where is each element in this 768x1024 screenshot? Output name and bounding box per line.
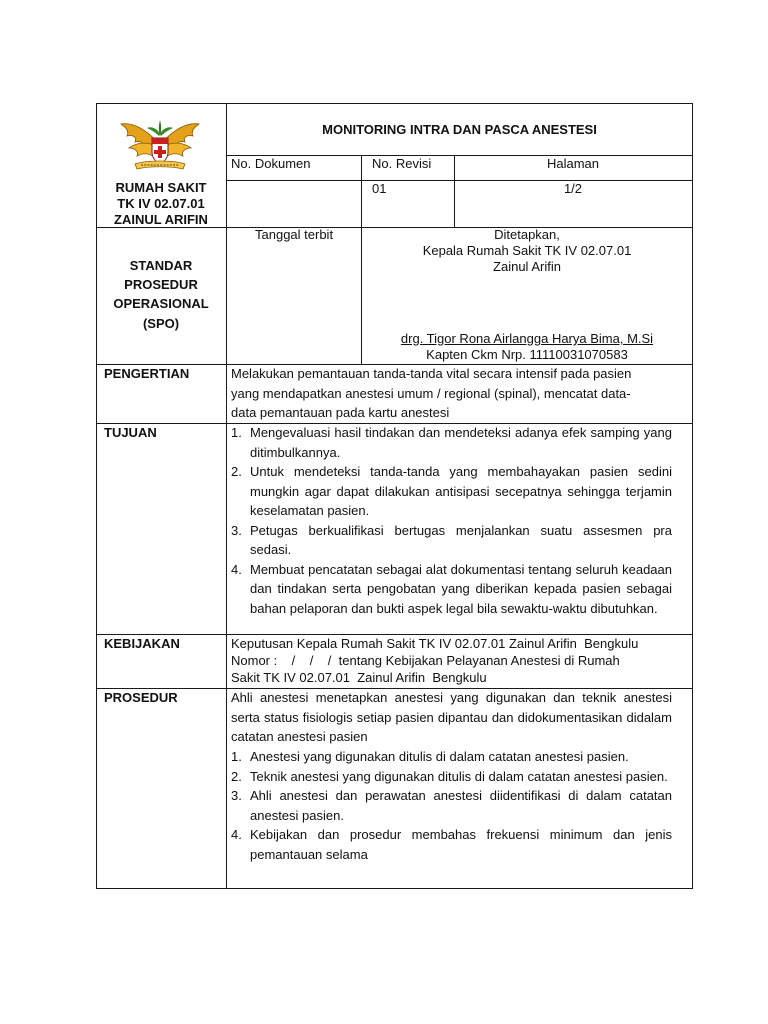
- page-value: 1/2: [563, 181, 583, 196]
- prosedur-label: PROSEDUR: [104, 690, 178, 705]
- pengertian-line-1: Melakukan pemantauan tanda-tanda vital secara intensif pada pasien: [231, 366, 632, 381]
- approver-org: Zainul Arifin: [493, 259, 561, 274]
- kebijakan-line-1: Keputusan Kepala Rumah Sakit TK IV 02.07.01 Zainul Arifin Bengkulu: [231, 636, 639, 651]
- list-text: Membuat pencatatan sebagai alat dokumentasi tentang seluruh keadaan dan tindakan serta pengobatan yang diberikan kepada pasien sebagai bahan pelaporan dan bukti aspek legal bila sewaktu-waktu dibutuhkan.: [250, 561, 672, 616]
- list-text: Ahli anestesi dan perawatan anestesi diidentifikasi di dalam catatan anestesi pasien.: [250, 788, 672, 823]
- spo-label-line-4: (SPO): [142, 316, 180, 331]
- list-number: 1.: [231, 425, 242, 440]
- tujuan-label: TUJUAN: [104, 425, 157, 440]
- prosedur-intro: Ahli anestesi menetapkan anestesi yang digunakan dan teknik anestesi serta status fisiologis setiap pasien dipantau dan didokumentasikan didalam catatan anestesi pasien: [231, 690, 672, 744]
- revision-value: 01: [372, 181, 387, 196]
- signatory-rank: Kapten Ckm Nrp. 11110031070583: [426, 347, 628, 362]
- list-item: [231, 747, 672, 767]
- approver-title: Kepala Rumah Sakit TK IV 02.07.01: [422, 243, 632, 258]
- kebijakan-line-2: Nomor : / / / tentang Kebijakan Pelayanan Anestesi di Rumah: [231, 653, 620, 668]
- hospital-name-line-3: ZAINUL ARIFIN: [114, 212, 208, 227]
- table-border-top: [96, 103, 693, 104]
- spo-label-line-3: OPERASIONAL: [113, 296, 209, 311]
- list-item: [231, 560, 672, 619]
- kebijakan-label: KEBIJAKAN: [104, 636, 180, 651]
- list-item: [231, 521, 672, 560]
- hospital-name-line-2: TK IV 02.07.01: [117, 196, 205, 211]
- spo-label-line-1: STANDAR: [129, 258, 193, 273]
- page-label: Halaman: [546, 156, 600, 171]
- prosedur-list: [231, 747, 672, 864]
- list-text: Anestesi yang digunakan ditulis di dalam catatan anestesi pasien.: [250, 749, 629, 764]
- tujuan-list: [231, 423, 672, 618]
- hospital-name-line-1: RUMAH SAKIT: [115, 180, 207, 195]
- table-border-right: [692, 103, 693, 888]
- list-number: 2.: [231, 768, 242, 784]
- document-title: MONITORING INTRA DAN PASCA ANESTESI: [322, 122, 597, 137]
- list-item: [231, 786, 672, 825]
- list-text: Mengevaluasi hasil tindakan dan mendeteksi adanya efek samping yang ditimbulkannya.: [250, 425, 672, 460]
- list-number: 3.: [231, 788, 242, 803]
- list-number: 4.: [231, 827, 242, 842]
- list-number: 2.: [231, 464, 242, 479]
- list-number: 1.: [231, 749, 242, 764]
- revision-label: No. Revisi: [372, 156, 432, 171]
- list-number: 3.: [231, 522, 242, 538]
- hospital-emblem-logo: [117, 112, 203, 174]
- pengertian-line-3: data pemantauan pada kartu anestesi: [231, 405, 450, 420]
- list-number: 4.: [231, 561, 242, 577]
- doc-col-divider-1: [361, 155, 362, 227]
- spo-label-line-2: PROSEDUR: [124, 277, 198, 292]
- list-item: [231, 423, 672, 462]
- issue-date-label: Tanggal terbit: [255, 227, 334, 242]
- approval-heading: Ditetapkan,: [494, 227, 560, 242]
- pengertian-line-2: yang mendapatkan anestesi umum / regional (spinal), mencatat data-: [231, 386, 631, 401]
- label-column-divider: [226, 103, 227, 888]
- doc-number-label: No. Dokumen: [231, 156, 311, 171]
- list-text: Teknik anestesi yang digunakan ditulis di dalam catatan anestesi pasien.: [250, 768, 668, 784]
- list-item: [231, 462, 672, 521]
- signatory-name: drg. Tigor Rona Airlangga Harya Bima, M.Si: [400, 331, 654, 346]
- table-border-bottom: [96, 888, 693, 889]
- list-text: Petugas berkualifikasi bertugas menjalankan suatu assesmen pra sedasi.: [250, 522, 672, 557]
- list-item: [231, 767, 672, 787]
- list-text: Kebijakan dan prosedur membahas frekuensi minimum dan jenis pemantauan selama: [250, 827, 672, 862]
- kebijakan-line-3: Sakit TK IV 02.07.01 Zainul Arifin Bengkulu: [231, 670, 487, 685]
- list-item: [231, 825, 672, 864]
- list-text: Untuk mendeteksi tanda-tanda yang membahayakan pasien sedini mungkin agar dapat dilakukan antisipasi secepatnya sehingga terjamin keselamatan pasien.: [250, 464, 672, 518]
- pengertian-label: PENGERTIAN: [104, 366, 190, 381]
